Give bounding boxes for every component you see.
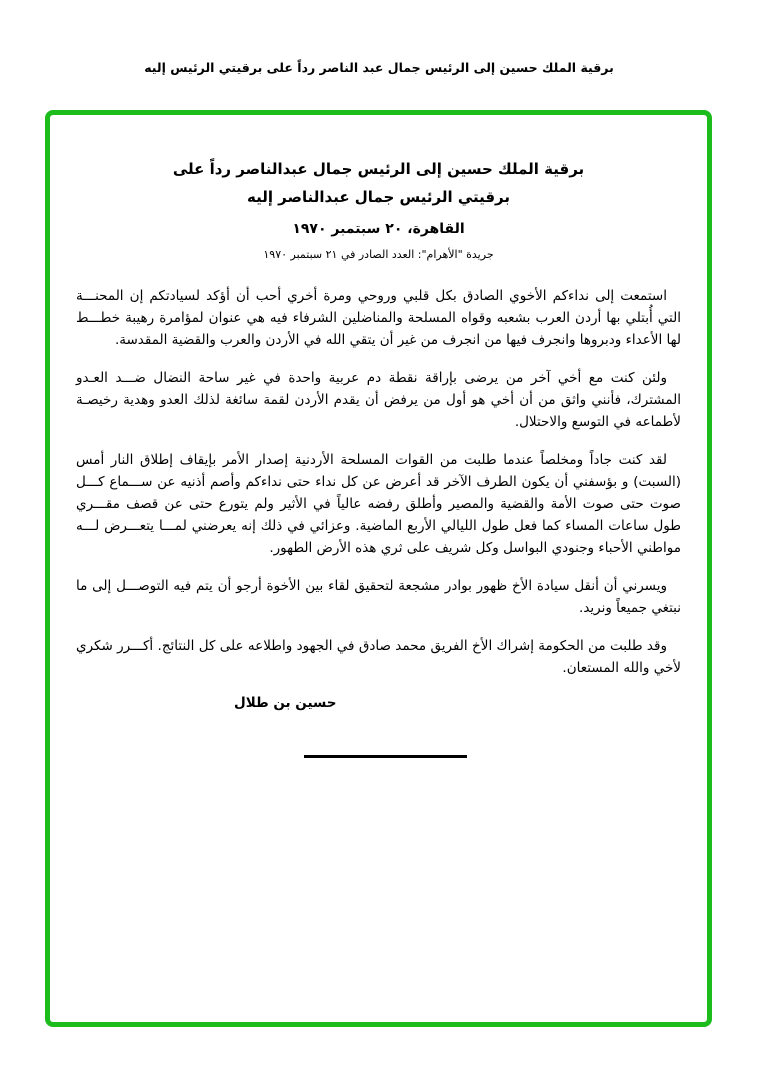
- document-body: [76, 285, 681, 679]
- source-citation: جريدة "الأهرام": العدد الصادر في ٢١ سبتمبر ١٩٧٠: [263, 248, 494, 261]
- paragraph-4: ويسرني أن أنقل سيادة الأخ ظهور بوادر مشجعة لتحقيق لقاء بين الأخوة أرجو أن يتم فيه التوصـــل إلى ما نبتغي جميعاً ونريد.: [76, 578, 681, 616]
- dateline: القاهرة، ٢٠ سبتمبر ١٩٧٠: [292, 221, 465, 237]
- document-title: [76, 155, 681, 211]
- green-border-frame: [45, 110, 712, 1027]
- paragraph-1: استمعت إلى نداءكم الأخوي الصادق بكل قلبي وروحي ومرة أخري أحب أن أؤكد لسيادتكم إن المحنـــة التي أُبتلي بها أردن العرب بشعبه وقواه المسلحة والمناضلين الشرفاء فيه هي عنوان لمؤامرة رهيبة خطـــط لها الأعداء ودبروها وانجرف فيها من انجرف من غير أن يتقي الله في الأردن والعرب والقضية المقدسة.: [76, 288, 681, 348]
- paragraph-5: وقد طلبت من الحكومة إشراك الأخ الفريق محمد صادق في الجهود واطلاعه على كل النتائج. أكـــرر شكري لأخي والله المستعان.: [76, 638, 681, 676]
- paragraph-2: ولئن كنت مع أخي آخر من يرضى بإراقة نقطة دم عربية واحدة في غير ساحة النضال ضـــد العـدو المشترك، فأنني واثق من أن أخي هو أول من يرفض أن يقدم الأردن لقمة سائغة لذلك العدو وهدية رخيصـة لأطماعه في التوسع والاحتلال.: [76, 370, 681, 430]
- signature: حسين بن طلال: [234, 695, 337, 711]
- document-title-line1: برقية الملك حسين إلى الرئيس جمال عبدالناصر رداً على: [172, 160, 585, 178]
- page-header-title: برقية الملك حسين إلى الرئيس جمال عبد الناصر رداً على برقيتي الرئيس إليه: [144, 60, 614, 75]
- document-title-line2: برقيتي الرئيس جمال عبدالناصر إليه: [246, 188, 511, 206]
- paragraph-3: لقد كنت جاداً ومخلصاً عندما طلبت من القوات المسلحة الأردنية إصدار الأمر بإيقاف إطلاق النار أمس (السبت) و بؤسفني أن يكون الطرف الآخر قد أعرض عن كل نداء حتى نداءكم وأصم أذنيه عن ســـماع كـــل صوت حتى صوت الأمة والقضية والمصير وأطلق رفضه عالياً في الأثير ولم يتورع حتى عن قصف مقـــري طول ساعات المساء كما فعل طول الليالي الأربع الماضية. وعزائي في ذلك إنه يعرضني لمـــا يتعـــرض لـــه مواطني الأحباء وجنودي البواسل وكل شريف على ثري هذه الأرض الطهور.: [76, 452, 681, 556]
- signature-rule: [304, 755, 467, 758]
